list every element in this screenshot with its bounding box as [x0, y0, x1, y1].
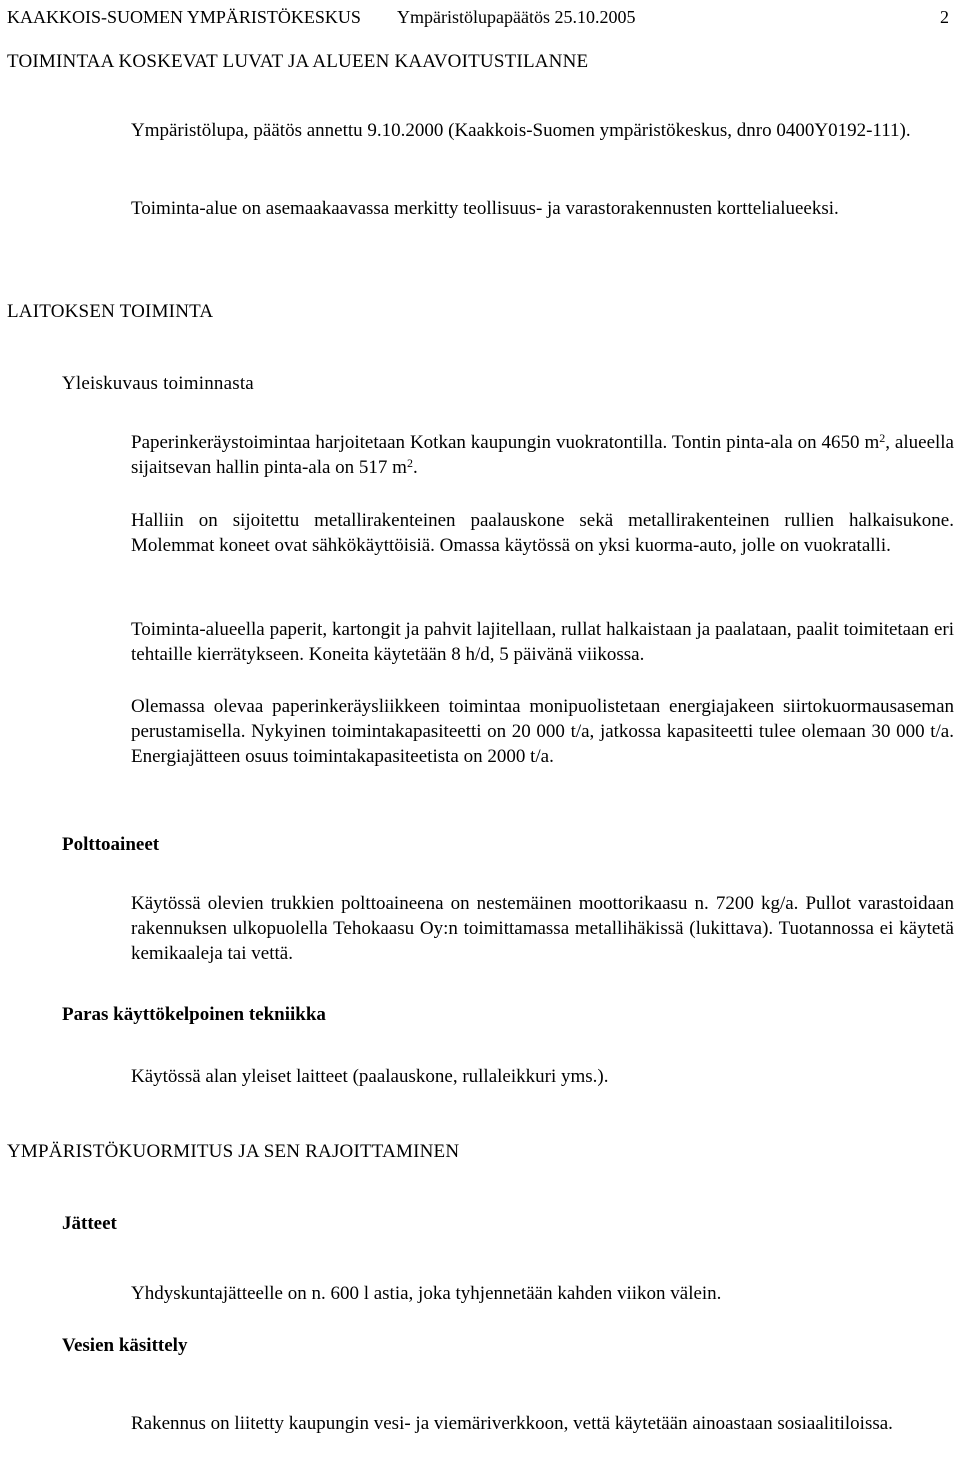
bat-paragraph: Käytössä alan yleiset laitteet (paalauskone, rullaleikkuri yms.). [131, 1066, 609, 1087]
overview-p1-text-c: . [412, 457, 418, 478]
superscript-area-unit-2: 2 [406, 456, 413, 470]
permits-paragraph-1: Ympäristölupa, päätös annettu 9.10.2000 (Kaakkois-Suomen ympäristökeskus, dnro 0400Y0192-111). [131, 120, 911, 141]
overview-p1-text-b: , alueella sijaitsevan hallin pinta-ala on 517 m [131, 432, 954, 478]
section-heading-emissions: YMPÄRISTÖKUORMITUS JA SEN RAJOITTAMINEN [7, 1141, 460, 1162]
overview-paragraph-2: Halliin on sijoitettu metallirakenteinen paalauskone sekä metallirakenteinen rullien halkaisukone. Molemmat koneet ovat sähkökäyttöisiä. Omassa käytössä on yksi kuorma-auto, jolle on vuokratalli. [131, 510, 954, 556]
water-paragraph: Rakennus on liitetty kaupungin vesi- ja viemäriverkkoon, vettä käytetään ainoastaan sosiaalitiloissa. [131, 1413, 893, 1434]
section-heading-operation: LAITOKSEN TOIMINTA [7, 301, 214, 322]
waste-paragraph: Yhdyskuntajätteelle on n. 600 l astia, joka tyhjennetään kahden viikon välein. [131, 1283, 722, 1304]
subheading-water: Vesien käsittely [62, 1335, 188, 1356]
permits-paragraph-2: Toiminta-alue on asemaakaavassa merkitty teollisuus- ja varastorakennusten korttelialueeksi. [131, 198, 839, 219]
superscript-area-unit-1: 2 [879, 431, 886, 445]
overview-paragraph-1 [131, 430, 954, 480]
fuels-paragraph: Käytössä olevien trukkien polttoaineena on nestemäinen moottorikaasu n. 7200 kg/a. Pullot varastoidaan rakennuksen ulkopuolella Tehokaasu Oy:n toimittamassa metallihäkissä (lukittava). Tuotannossa ei käytetä kemikaaleja tai vettä. [131, 893, 954, 964]
overview-paragraph-4: Olemassa olevaa paperinkeräysliikkeen toimintaa monipuolistetaan energiajakeen siirtokuormausaseman perustamisella. Nykyinen toimintakapasiteetti on 20 000 t/a, jatkossa kapasiteetti tulee olemaan 30 000 t/a. Energiajätteen osuus toimintakapasiteetista on 2000 t/a. [131, 696, 954, 767]
page-number: 2 [940, 7, 949, 27]
section-heading-permits: TOIMINTAA KOSKEVAT LUVAT JA ALUEEN KAAVOITUSTILANNE [7, 51, 589, 72]
header-document-title: Ympäristölupapäätös 25.10.2005 [397, 7, 636, 27]
subheading-overview: Yleiskuvaus toiminnasta [62, 373, 254, 394]
overview-paragraph-3: Toiminta-alueella paperit, kartongit ja pahvit lajitellaan, rullat halkaistaan ja paalataan, paalit toimitetaan eri tehtaille kierrätykseen. Koneita käytetään 8 h/d, 5 päivänä viikossa. [131, 619, 954, 665]
subheading-best-available-technique: Paras käyttökelpoinen tekniikka [62, 1004, 326, 1025]
header-organization: KAAKKOIS-SUOMEN YMPÄRISTÖKESKUS [7, 7, 361, 27]
subheading-fuels: Polttoaineet [62, 834, 160, 855]
subheading-waste: Jätteet [62, 1213, 117, 1234]
overview-p1-text-a: Paperinkeräystoimintaa harjoitetaan Kotkan kaupungin vuokratontilla. Tontin pinta-ala on 4650 m [131, 432, 880, 453]
